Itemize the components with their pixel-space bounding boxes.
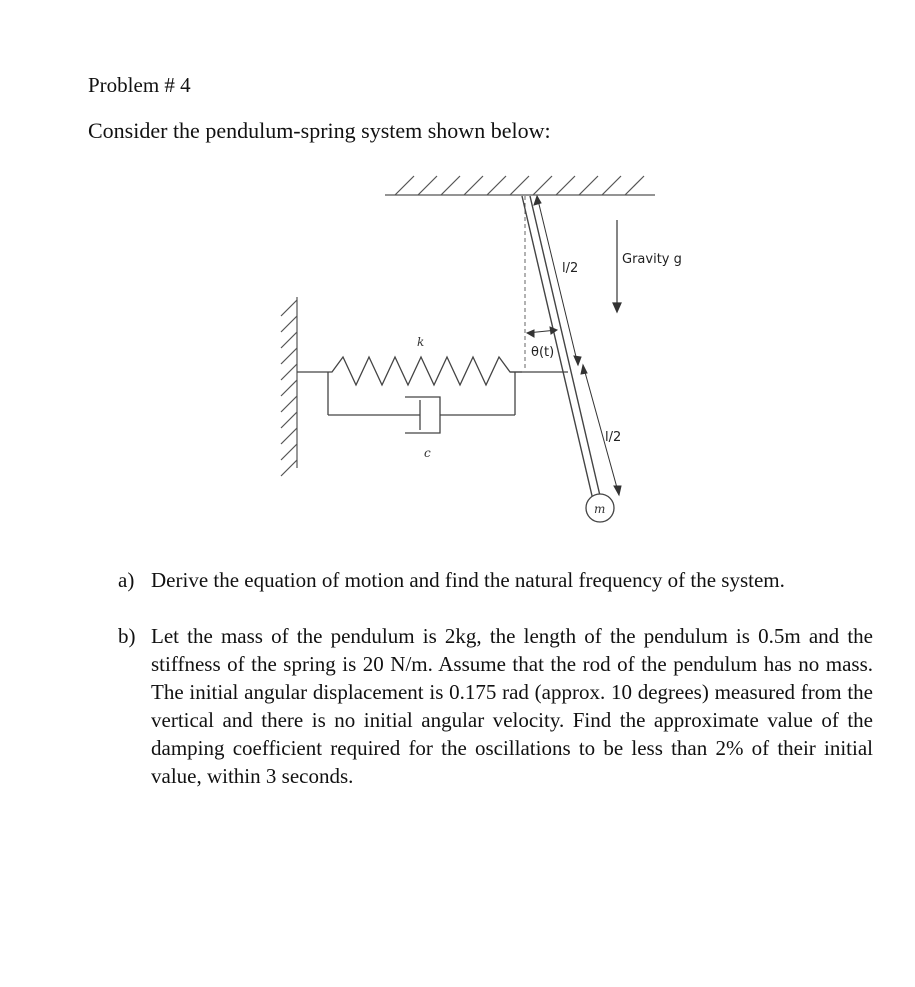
problem-number: Problem # 4 [88,73,191,97]
damper-label: c [424,446,431,460]
gravity-arrow [613,220,621,312]
question-b-text: Let the mass of the pendulum is 2kg, the length of the pendulum is 0.5m and the stiffness of the spring is 20 N/m. Assume that the rod of the pendulum has no mass. The initial angular displacement is 0.175 rad (approx. 10 degrees) measured from the vertical and there is no initial angular velocity. Find the approximate value of the damping coefficient required for the oscillations to be less than 2% of their initial value, within 3 seconds. [151,624,873,788]
angle-arrow [527,327,557,337]
question-b [118,622,873,790]
mass-label: m [594,502,606,516]
problem-intro: Consider the pendulum-spring system shown below: [88,118,551,143]
wall-support [281,297,297,476]
angle-label: θ(t) [531,345,555,360]
lower-length-label: l/2 [605,430,622,445]
upper-length-label: l/2 [562,261,579,276]
question-a [118,566,873,594]
question-a-marker: a) [118,568,135,592]
ceiling-support [385,176,655,195]
spring [297,357,522,385]
gravity-label: Gravity g [622,252,682,267]
spring-label: k [417,335,425,349]
question-a-text: Derive the equation of motion and find the natural frequency of the system. [151,568,785,592]
question-b-marker: b) [118,624,136,648]
